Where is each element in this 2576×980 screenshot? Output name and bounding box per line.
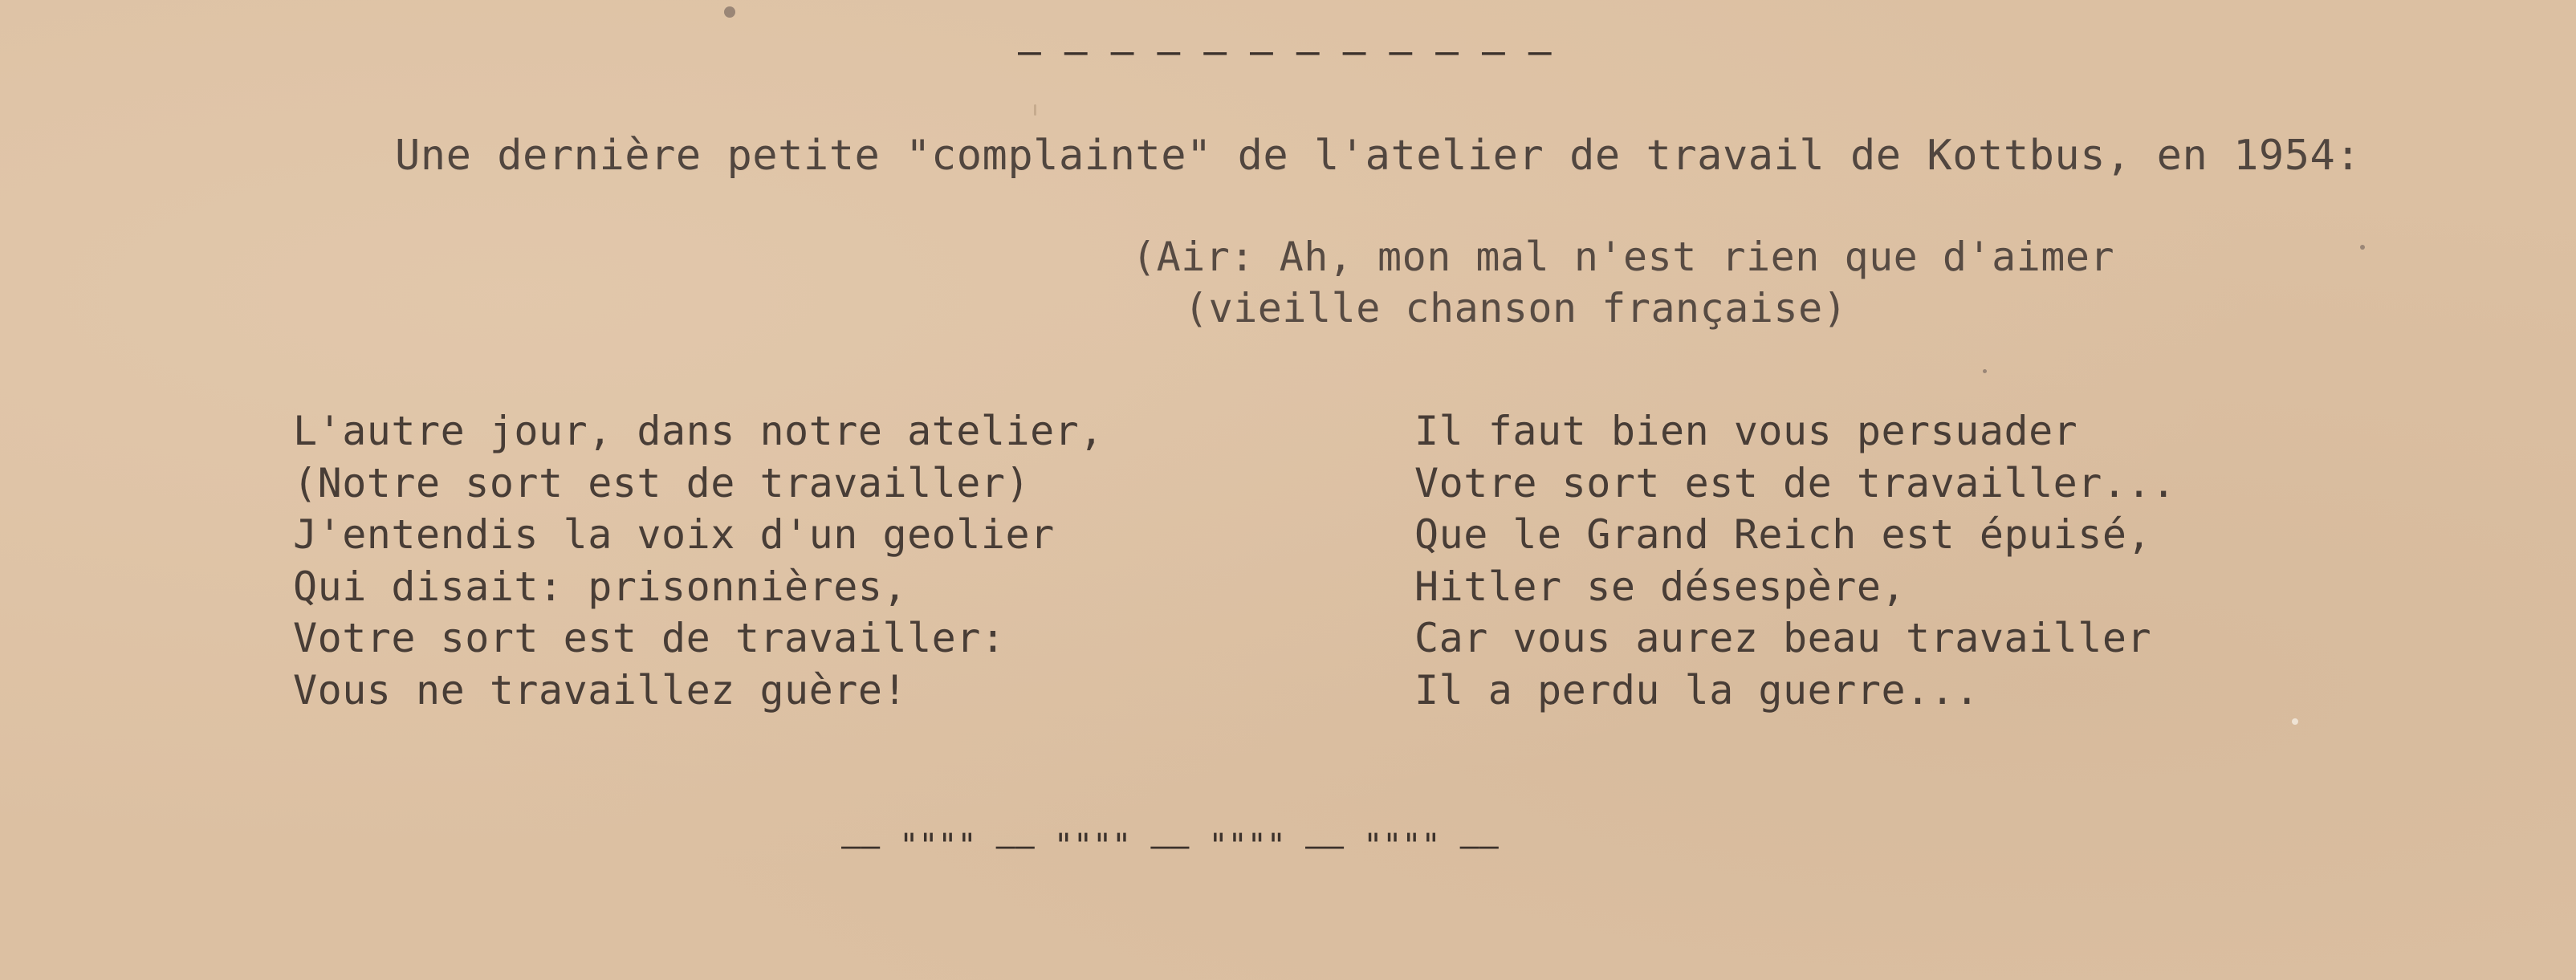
paper-speck [1034,104,1036,116]
verse-left-line: Qui disait: prisonnières, [293,563,908,610]
verse-right-line: Hitler se désespère, [1414,563,1907,610]
verse-left-line: Votre sort est de travailler: [293,615,1006,661]
top-dashed-rule: — — — — — — — — — — — — [1018,29,1552,74]
verse-right-line: Il a perdu la guerre... [1414,666,1980,714]
verse-left-line: L'autre jour, dans notre atelier, [293,408,1104,454]
verse-left-line: (Notre sort est de travailler) [293,459,1031,506]
verse-right-line: Il faut bien vous persuader [1414,408,2078,454]
verse-right [1414,405,2176,716]
air-subtitle-line: (vieille chanson française) [1184,285,1848,331]
intro-line: Une dernière petite "complainte" de l'atelier de travail de Kottbus, en 1954: [395,132,2362,180]
verse-right-line: Que le Grand Reich est épuisé, [1414,511,2152,558]
paper-speck [2292,718,2298,725]
verse-right-line: Votre sort est de travailler... [1414,459,2176,506]
verse-left-line: J'entendis la voix d'un geolier [293,511,1055,558]
paper-speck [1983,369,1987,373]
verse-right-line: Car vous aurez beau travailler [1414,615,2152,661]
paper-speck [724,6,735,18]
verse-left-line: Vous ne travaillez guère! [293,666,908,714]
air-line: (Air: Ah, mon mal n'est rien que d'aimer [1132,234,2115,280]
bottom-ornamental-rule: —— """" —— """" —— """" —— """" —— [841,828,1499,864]
paper-speck [2360,245,2365,250]
verse-left [293,405,1104,716]
